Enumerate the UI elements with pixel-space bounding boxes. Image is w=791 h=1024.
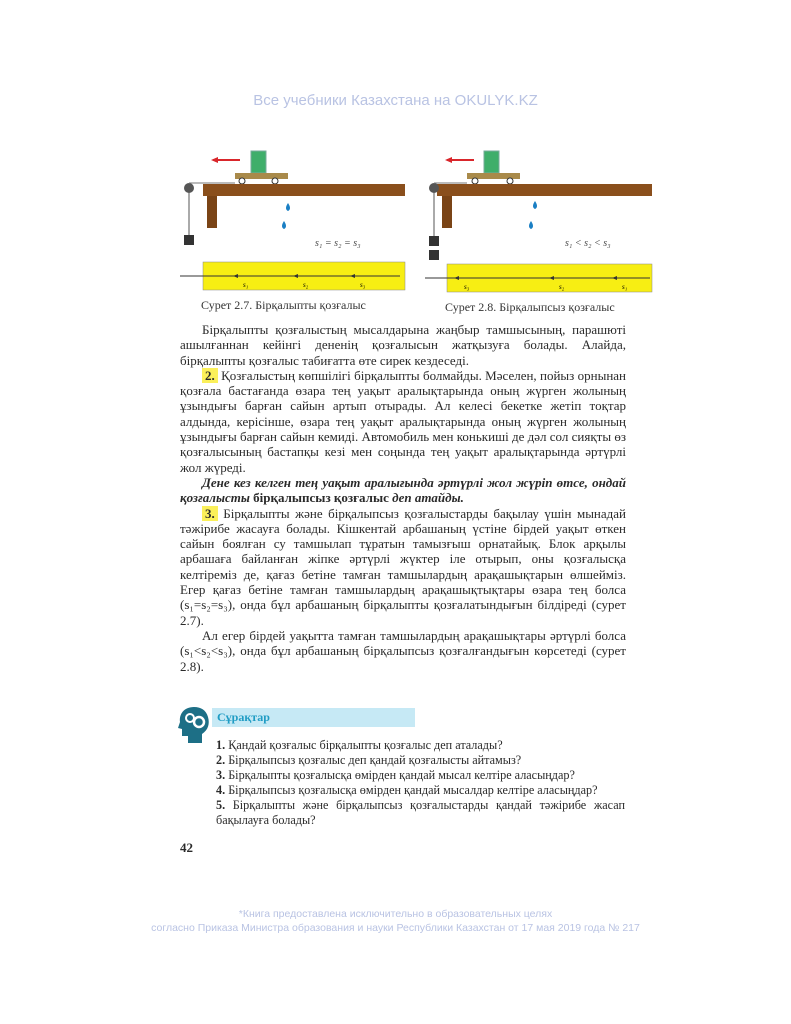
watermark-header: Все учебники Казахстана на OKULYK.KZ [253,92,538,109]
question-text: Бірқалыпты қозғалысқа өмірден қандай мысал келтіре аласыңдар? [228,768,575,782]
footer-note: *Книга предоставлена исключительно в образовательных целях [238,908,553,920]
question-number: 1. [216,738,226,752]
formula: s₁ < s₂ < s₃ [565,238,611,249]
question-text: Бірқалыпты және бірқалыпсыз қозғалыстарды қандай тәжірибе жасап бақылауға болады? [216,798,625,827]
distance-label: s₃ [464,283,470,291]
paragraph-text: Бірқалыпты және бірқалыпсыз қозғалыстарды бақылау үшін мынадай тәжірибе жасауға болады. Кішкентай арбашаның үстіне бірдей уақыт өткен сайын боялған су тамшылап тұратын тамызғыш орнатайық. Блок арқылы арбашаға байланған жіпке әртүрлі жүктер іле отырып, оны қозғалысқа келтіреміз де, қағаз бетіне тамған тамшылардың арақашықтарын өлшейміз. Егер қағаз бетіне тамған тамшылардың арақашықтықтары өзара тең болса (s₁=s₂=s₃), онда бұл арбашаның бірқалыпты қозғалатындығын білдіреді (сурет 2.7). [180,505,627,628]
definition-end: деп атайды. [392,490,464,506]
arrow-head [211,157,218,163]
paragraph [180,506,626,628]
definition-term: бірқалыпсыз қозғалыс [253,490,389,506]
head-gears-icon [178,706,210,744]
pulley [184,183,194,193]
item-number: 3. [202,506,218,521]
dropper [251,151,266,173]
distance-label: s₂ [303,281,309,289]
question-text: Бірқалыпсыз қозғалыс деп қандай қозғалысты айтамыз? [228,753,522,767]
figure-caption: Сурет 2.8. Бірқалыпсыз қозғалыс [445,300,615,314]
table [437,184,652,196]
weight [429,236,439,246]
question-text: Бірқалыпсыз қозғалысқа өмірден қандай мысалдар келтіре аласыңдар? [228,783,598,797]
question-item [216,798,625,828]
page-number: 42 [180,840,193,855]
dropper [484,151,499,173]
distance-label: s₂ [559,283,565,291]
weight [429,250,439,260]
formula: s₁ = s₂ = s₃ [315,238,361,249]
question-number: 3. [216,768,226,782]
weight [184,235,194,245]
drop-icon [282,221,286,229]
arrow-head [445,157,452,163]
distance-label: s₃ [360,281,366,289]
question-item [216,738,625,753]
question-text: Қандай қозғалыс бірқалыпты қозғалыс деп аталады? [228,738,503,752]
wheel [272,178,278,184]
question-item [216,753,625,768]
table-leg [442,196,452,228]
definition [180,475,626,506]
figure-uniform-motion [175,148,410,298]
drop-icon [533,201,537,209]
table-leg [207,196,217,228]
paragraph: Бірқалыпты қозғалыстың мысалдарына жаңбыр тамшысының, парашюті ашылғаннан кейінгі дененің қозғалысын жатқызуға болады. Алайда, бірқалыпты қозғалыс табиғатта өте сирек кездеседі. [180,322,626,368]
pulley [429,183,439,193]
question-item [216,783,625,798]
figure-caption: Сурет 2.7. Бірқалыпты қозғалыс [201,298,366,312]
question-item [216,768,625,783]
figure-nonuniform-motion [422,148,657,298]
wheel [507,178,513,184]
drop-icon [529,221,533,229]
question-number: 5. [216,798,226,812]
table [203,184,405,196]
footer-note: согласно Приказа Министра образования и науки Республики Казахстан от 17 мая 2019 года № 217 [151,922,640,934]
distance-label: s₁ [622,283,628,291]
wheel [239,178,245,184]
distance-label: s₁ [243,281,249,289]
question-number: 2. [216,753,226,767]
definition-text: Дене кез келген тең уақыт аралығында әртүрлі жол жүріп өтсе, ондай қозғалысты [180,474,626,506]
paragraph: Ал егер бірдей уақытта тамған тамшылардың арақашықтары әртүрлі болса (s₁<s₂<s₃), онда бұл арбашаның бірқалыпсыз қозғалғандығын көрсетеді (сурет 2.8). [180,627,626,674]
paragraph [180,368,626,475]
paragraph-text: Қозғалыстың көпшілігі бірқалыпты болмайды. Мәселен, пойыз орнынан қозғала бастағанда өзара тең уақыт аралықтарында оның жүрген жолының ұзындығы барған сайын артып отырады. Ал келесі бекетке жетіп тоқтар алдында, керісінше, өзара тең уақыт аралықтарында оның жүрген жолының ұзындығы барған сайын кемиді. Автомобиль мен конькиші де дәл сол сияқты өз қозғалысының бастапқы кезі мен соңында тең уақыт аралықтарында әртүрлі жол жүреді. [180,367,627,475]
questions-header: Сұрақтар [212,708,415,727]
drop-icon [286,203,290,211]
item-number: 2. [202,368,218,383]
questions-list [216,738,625,828]
body-text [180,322,626,674]
question-number: 4. [216,783,226,797]
wheel [472,178,478,184]
